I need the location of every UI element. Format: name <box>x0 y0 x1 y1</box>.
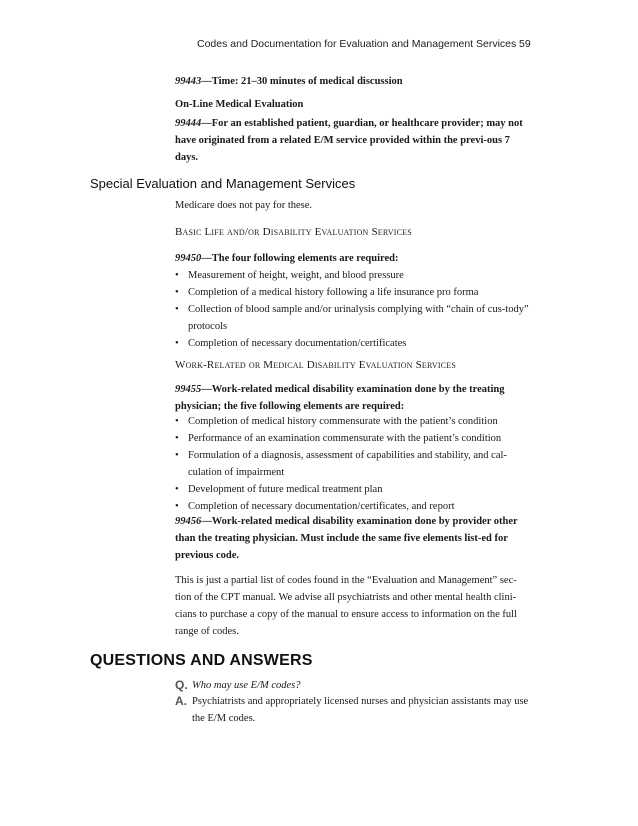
code-99456-entry <box>175 513 533 564</box>
code-99444-description: —For an established patient, guardian, or healthcare provider; may not have originated from a related E/M service provided within the previ-ous 7 days. <box>175 118 523 163</box>
code-99450-entry <box>175 250 533 267</box>
code-99444: 99444 <box>175 118 202 129</box>
qa-answer <box>175 693 533 727</box>
code-99455-entry <box>175 381 533 415</box>
work-related-heading: Work-Related or Medical Disability Evaluation Services <box>175 359 457 371</box>
code-99450: 99450 <box>175 253 202 264</box>
code-99456-description: —Work-related medical disability examination done by provider other than the treating physician. Must include the same five elements list-ed for previous code. <box>175 516 518 561</box>
list-item: • Performance of an examination commensurate with the patient’s condition <box>175 430 533 447</box>
list-item: • Completion of necessary documentation/certificates <box>175 335 533 352</box>
list-item: • Formulation of a diagnosis, assessment of capabilities and stability, and cal-culation of impairment <box>175 447 533 481</box>
basic-elements-list <box>175 267 533 352</box>
list-item: • Development of future medical treatment plan <box>175 481 533 498</box>
list-item: • Completion of medical history commensurate with the patient’s condition <box>175 413 533 430</box>
work-elements-list <box>175 413 533 515</box>
page-number: 59 <box>519 38 531 50</box>
list-item: • Collection of blood sample and/or urinalysis complying with “chain of cus-tody” protocols <box>175 301 533 335</box>
answer-text: Psychiatrists and appropriately licensed nurses and physician assistants may use the E/M codes. <box>192 696 529 724</box>
code-99455: 99455 <box>175 384 202 395</box>
partial-list-note: This is just a partial list of codes found in the “Evaluation and Management” sec-tion of the CPT manual. We advise all psychiatrists and other mental health clini-cians to purchase a copy of the manual to ensure access to information on the full range of codes. <box>175 575 518 637</box>
question-text: Who may use E/M codes? <box>192 680 301 691</box>
list-item: • Measurement of height, weight, and blood pressure <box>175 267 533 284</box>
code-99450-description: —The four following elements are required: <box>201 253 399 264</box>
special-services-heading: Special Evaluation and Management Services <box>90 176 356 191</box>
medicare-note: Medicare does not pay for these. <box>175 200 313 211</box>
online-evaluation-subheading: On-Line Medical Evaluation <box>175 99 304 110</box>
code-99455-description: —Work-related medical disability examination done by the treating physician; the five following elements are required: <box>175 384 505 412</box>
list-item: • Completion of a medical history following a life insurance pro forma <box>175 284 533 301</box>
basic-life-heading: Basic Life and/or Disability Evaluation Services <box>175 226 412 238</box>
code-99443: 99443 <box>175 76 202 87</box>
code-99456: 99456 <box>175 516 202 527</box>
question-letter: Q. <box>175 678 188 692</box>
answer-letter: A. <box>175 694 187 708</box>
qa-question <box>175 677 533 694</box>
code-99443-description: —Time: 21–30 minutes of medical discussion <box>201 76 403 87</box>
list-item: • Completion of necessary documentation/certificates, and report <box>175 498 533 515</box>
running-header <box>0 38 638 52</box>
code-99444-entry <box>175 115 533 166</box>
running-header-title: Codes and Documentation for Evaluation and Management Services <box>197 38 517 50</box>
questions-answers-heading: QUESTIONS AND ANSWERS <box>90 652 313 669</box>
code-99443-entry <box>175 73 533 90</box>
